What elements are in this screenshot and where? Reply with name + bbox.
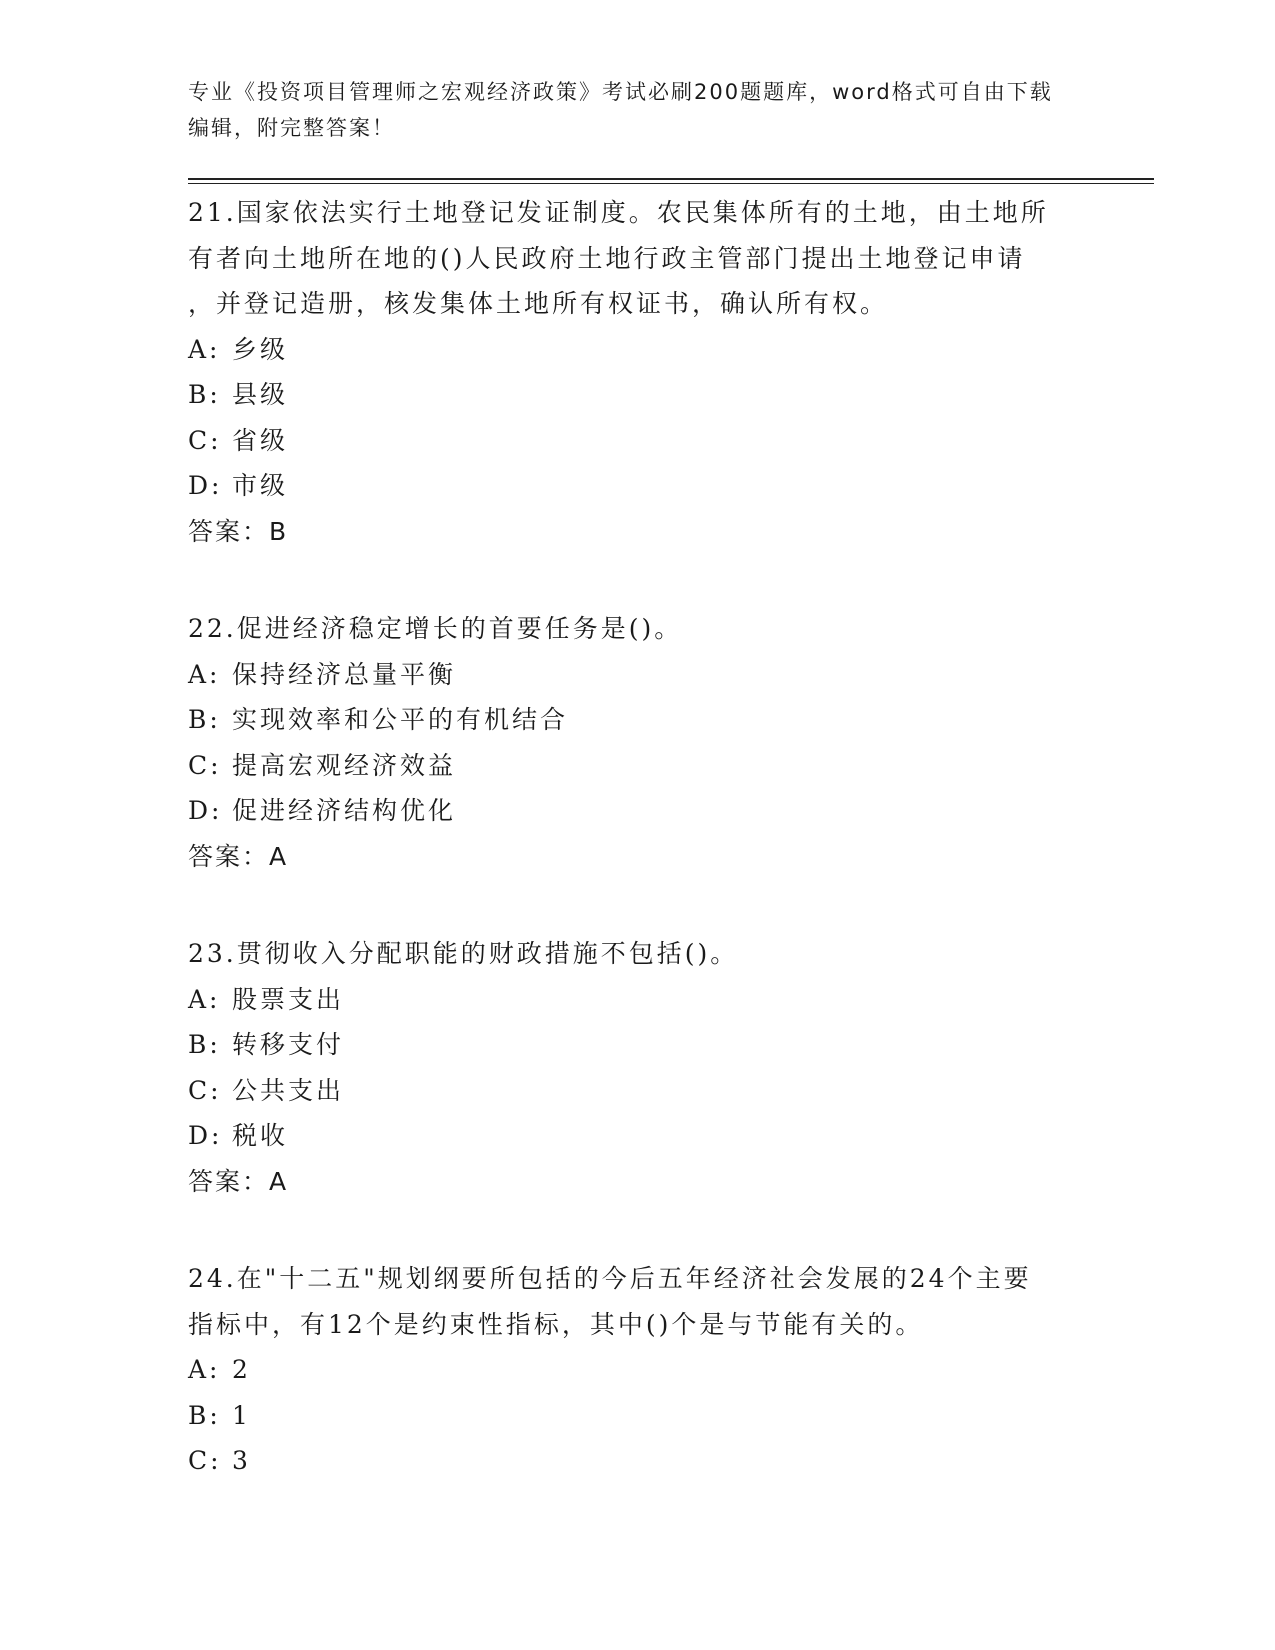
option-text: 县级	[232, 380, 289, 409]
stem-line: 21.国家依法实行土地登记发证制度。农民集体所有的土地，由土地所	[188, 198, 1049, 227]
option-c	[188, 1438, 1088, 1484]
question-23	[188, 931, 1088, 1204]
option-letter: D:	[188, 471, 223, 500]
option-text: 促进经济结构优化	[232, 796, 457, 825]
option-text: 税收	[232, 1121, 289, 1150]
option-letter: D:	[188, 796, 223, 825]
stem-line: 有者向土地所在地的()人民政府土地行政主管部门提出土地登记申请	[188, 243, 1026, 273]
option-b	[188, 697, 1088, 743]
stem-line: 24.在"十二五"规划纲要所包括的今后五年经济社会发展的24个主要	[188, 1264, 1032, 1293]
header-divider-thick	[188, 178, 1154, 180]
option-list	[188, 652, 1088, 834]
question-list	[188, 190, 1088, 1536]
option-c	[188, 743, 1088, 789]
option-letter: A:	[188, 1355, 221, 1384]
option-a	[188, 327, 1088, 373]
option-letter: B:	[188, 1030, 221, 1059]
option-list	[188, 977, 1088, 1159]
option-b	[188, 1393, 1088, 1439]
question-stem	[188, 606, 1088, 652]
option-list	[188, 327, 1088, 509]
question-stem	[188, 190, 1088, 327]
option-letter: C:	[188, 1075, 222, 1105]
question-stem	[188, 931, 1088, 977]
answer-line: 答案：A	[188, 1166, 289, 1196]
option-a	[188, 652, 1088, 698]
option-b	[188, 372, 1088, 418]
option-a	[188, 977, 1088, 1023]
question-stem	[188, 1256, 1088, 1347]
option-letter: B:	[188, 1400, 221, 1430]
question-21	[188, 190, 1088, 554]
document-header: 专业《投资项目管理师之宏观经济政策》考试必刷200题题库，word格式可自由下载编辑，附完整答案！	[188, 80, 1053, 140]
header-divider-thin	[188, 183, 1154, 184]
option-letter: C:	[188, 750, 222, 780]
option-text: 保持经济总量平衡	[232, 659, 457, 689]
option-letter: B:	[188, 705, 221, 734]
answer-line: 答案：B	[188, 516, 289, 546]
stem-line: 23.贯彻收入分配职能的财政措施不包括()。	[188, 939, 739, 968]
option-text: 省级	[232, 425, 289, 455]
option-letter: B:	[188, 380, 221, 409]
option-list	[188, 1347, 1088, 1484]
stem-line: 22.促进经济稳定增长的首要任务是()。	[188, 614, 683, 643]
option-letter: D:	[188, 1121, 223, 1150]
stem-line: 指标中，有12个是约束性指标，其中()个是与节能有关的。	[188, 1309, 924, 1339]
option-b	[188, 1022, 1088, 1068]
option-letter: A:	[188, 984, 221, 1014]
option-c	[188, 1068, 1088, 1114]
option-text: 提高宏观经济效益	[232, 750, 457, 780]
question-24	[188, 1256, 1088, 1484]
option-letter: C:	[188, 425, 222, 455]
option-text: 市级	[232, 471, 289, 500]
answer-line: 答案：A	[188, 841, 289, 871]
option-letter: A:	[188, 334, 221, 364]
option-text: 公共支出	[232, 1075, 345, 1105]
option-a	[188, 1347, 1088, 1393]
option-text: 乡级	[232, 334, 289, 364]
stem-line: ，并登记造册，核发集体土地所有权证书，确认所有权。	[188, 289, 889, 318]
option-d	[188, 1113, 1088, 1159]
option-d	[188, 463, 1088, 509]
option-d	[188, 788, 1088, 834]
question-22	[188, 606, 1088, 879]
option-text: 股票支出	[232, 984, 345, 1014]
option-text: 3	[232, 1446, 251, 1475]
option-letter: A:	[188, 659, 221, 689]
option-text: 2	[232, 1355, 251, 1384]
option-c	[188, 418, 1088, 464]
option-letter: C:	[188, 1446, 222, 1475]
option-text: 实现效率和公平的有机结合	[232, 705, 569, 734]
option-text: 1	[232, 1400, 251, 1430]
option-text: 转移支付	[232, 1030, 345, 1059]
